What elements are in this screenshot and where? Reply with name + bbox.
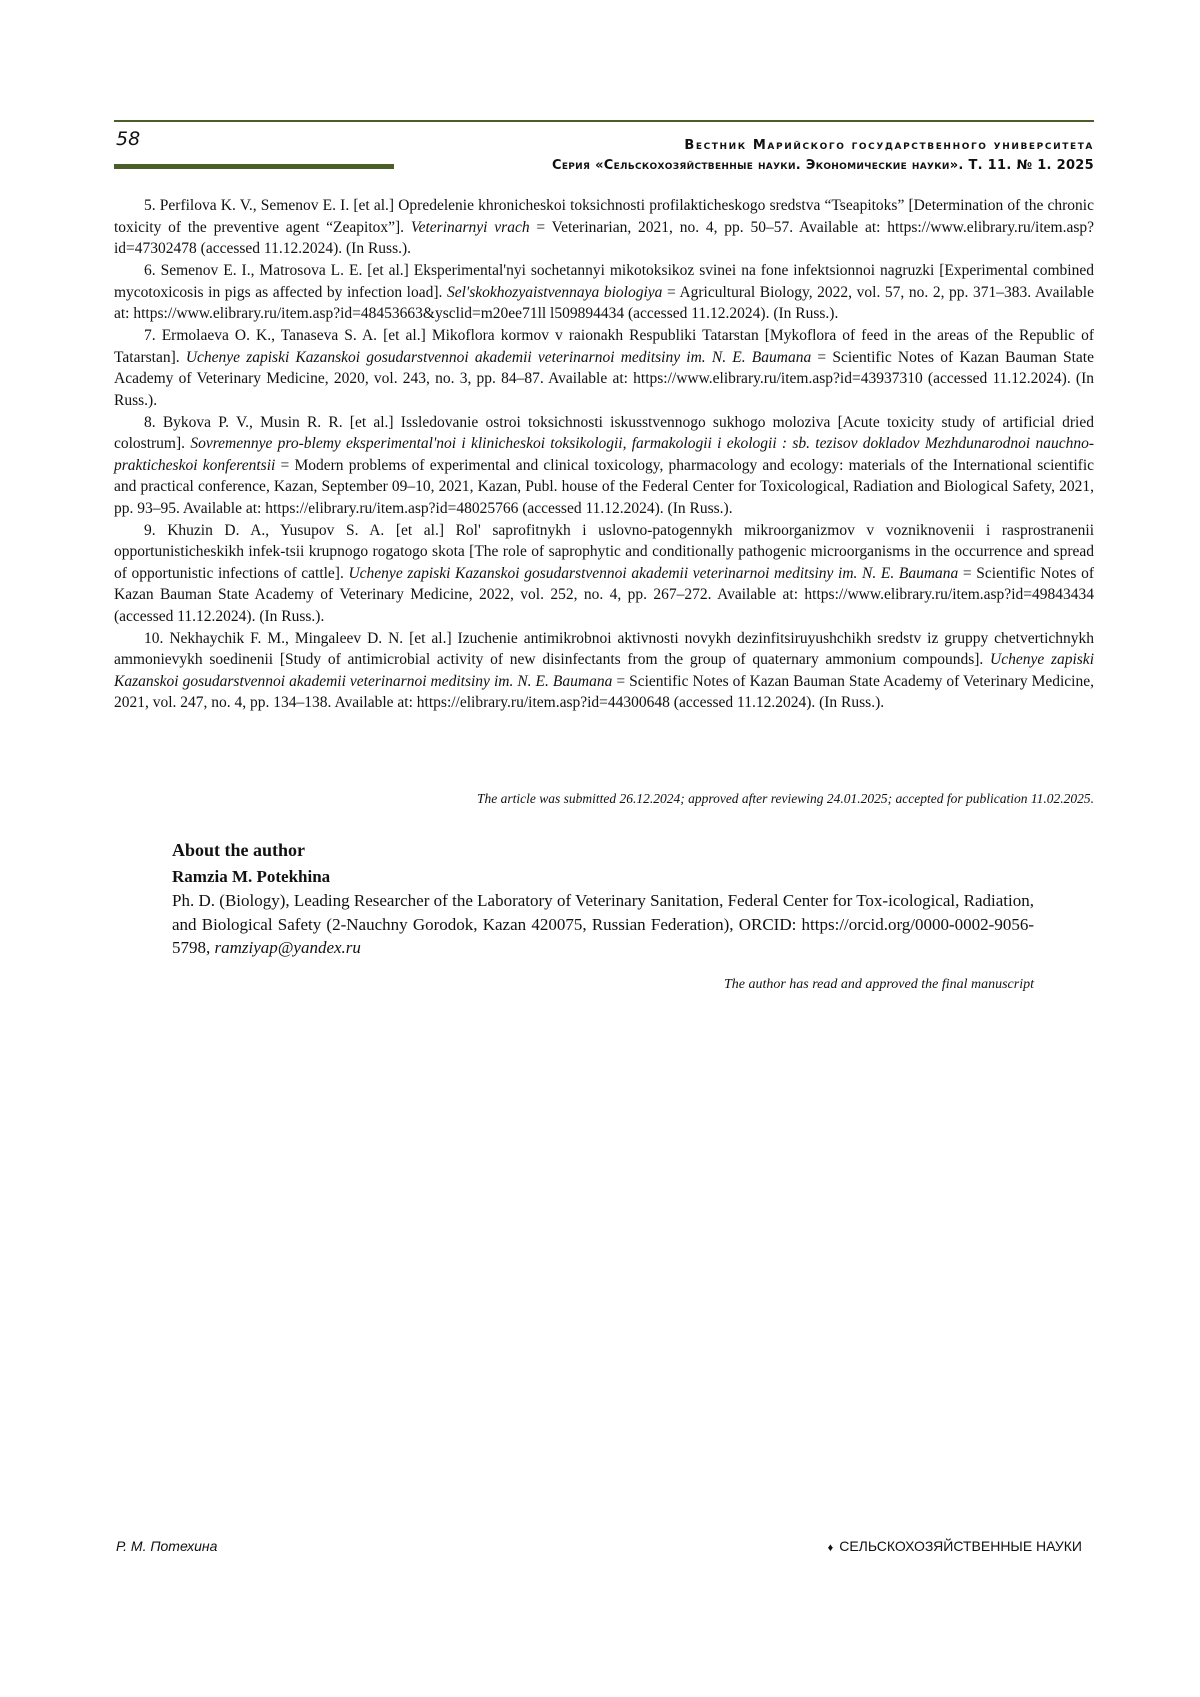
reference-details: = Scientific Notes of Kazan Bauman State Academy of Veterinary Medicine, 2021, vol. 247, no. 4, pp. 134–138. Available at: https://elibrary.ru/item.asp?id=44300648 (accessed 11.12.2024). (In Russ.). — [114, 672, 1094, 711]
header-top-rule — [114, 120, 1094, 122]
references-list — [114, 195, 1094, 714]
reference-item — [114, 195, 1094, 260]
reference-item — [114, 260, 1094, 325]
reference-source: Uchenye zapiski Kazanskoi gosudarstvennoi akademii veterinarnoi meditsiny im. N. E. Baumana — [114, 651, 1094, 690]
page-number: 58 — [116, 128, 141, 150]
reference-source: Sovremennye pro-blemy eksperimental'noi i klinicheskoi toksikologii, farmakologii i ekologii : sb. tezisov dokladov Mezhdunarodnoi nauchno-prakticheskoi konferentsii — [114, 435, 1094, 474]
author-affiliation: Ph. D. (Biology), Leading Researcher of the Laboratory of Veterinary Sanitation, Federal Center for Tox-icological, Radiation, and Biological Safety (2-Nauchny Gorodok, Kazan 420075, Russian Federation), ORCID: https://orcid.org/0000-0002-9056-5798, — [172, 891, 1034, 957]
reference-text: 8. Bykova P. V., Musin R. R. [et al.] Issledovanie ostroi toksichnosti iskusstvennogo sukhogo moloziva [Acute toxicity study of artificial dried colostrum]. — [114, 413, 1094, 452]
reference-details: = Modern problems of experimental and clinical toxicology, pharmacology and ecology: materials of the International scientific and practical conference, Kazan, September 09–10, 2021, Kazan, Publ. house of the Federal Center for Toxicological, Radiation and Biological Safety, 2021, pp. 93–95. Available at: https://elibrary.ru/item.asp?id=48025766 (accessed 11.12.2024). (In Russ.). — [114, 456, 1095, 517]
author-name: Ramzia M. Potekhina — [172, 867, 331, 886]
author-info — [172, 889, 1034, 960]
journal-title: Вестник Марийского государственного университета — [684, 138, 1094, 153]
reference-source: Sel'skokhozyaistvennaya biologiya — [447, 283, 663, 301]
reference-text: 9. Khuzin D. A., Yusupov S. A. [et al.] Rol' saprofitnykh i uslovno-patogennykh mikroorganizmov v vozniknovenii i rasprostranenii opportunisticheskikh infek-tsii krupnogo rogatogo skota [The role of saprophytic and conditionally pathogenic microorganisms in the occurrence and spread of opportunistic infections of cattle]. — [114, 521, 1094, 582]
reference-item — [114, 628, 1094, 714]
footer-section-label: СЕЛЬСКОХОЗЯЙСТВЕННЫЕ НАУКИ — [839, 1538, 1082, 1554]
reference-details: = Veterinarian, 2021, no. 4, pp. 50–57. Available at: https://www.elibrary.ru/item.asp?id=47302478 (accessed 11.12.2024). (In Russ.). — [114, 218, 1094, 257]
approval-note: The author has read and approved the final manuscript — [723, 977, 1034, 992]
reference-details: = Agricultural Biology, 2022, vol. 57, no. 2, pp. 371–383. Available at: https://www.elibrary.ru/item.asp?id=48453663&ysclid=m20ee71ll l509894434 (accessed 11.12.2024). (In Russ.). — [114, 283, 1094, 322]
reference-text: 7. Ermolaeva O. K., Tanaseva S. A. [et al.] Mikoflora kormov v raionakh Respubliki Tatarstan [Mykoflora of feed in the areas of the Republic of Tatarstan]. — [114, 327, 1094, 366]
about-author-section — [172, 840, 1034, 960]
reference-source: Uchenye zapiski Kazanskoi gosudarstvennoi akademii veterinarnoi meditsiny im. N. E. Baumana — [185, 348, 812, 366]
footer-author: Р. М. Потехина — [116, 1538, 218, 1554]
submission-dates-note: The article was submitted 26.12.2024; approved after reviewing 24.01.2025; accepted for publication 11.02.2025. — [476, 791, 1094, 806]
footer-section — [828, 1538, 1082, 1554]
reference-source: Uchenye zapiski Kazanskoi gosudarstvennoi akademii veterinarnoi meditsiny im. N. E. Baumana — [348, 564, 959, 582]
reference-details: = Scientific Notes of Kazan Bauman State Academy of Veterinary Medicine, 2020, vol. 243, no. 3, pp. 84–87. Available at: https://www.elibrary.ru/item.asp?id=43937310 (accessed 11.12.2024). (In Russ.). — [114, 348, 1094, 409]
reference-details: = Scientific Notes of Kazan Bauman State Academy of Veterinary Medicine, 2022, vol. 252, no. 4, pp. 267–272. Available at: https://www.elibrary.ru/item.asp?id=49843434 (accessed 11.12.2024). (In Russ.). — [114, 564, 1095, 625]
about-author-heading: About the author — [172, 840, 306, 860]
journal-series: Серия «Сельскохозяйственные науки. Экономические науки». Т. 11. № 1. 2025 — [552, 158, 1094, 173]
reference-text: 6. Semenov E. I., Matrosova L. E. [et al.] Eksperimental'nyi sochetannyi mikotoksikoz svinei na fone infektsionnoi nagruzki [Experimental combined mycotoxicosis in pigs as affected by infection load]. — [114, 262, 1094, 301]
reference-text: 5. Perfilova K. V., Semenov E. I. [et al.] Opredelenie khronicheskoi toksichnosti profilakticheskogo sredstva “Tseapitoks” [Determination of the chronic toxicity of the preventive agent “Zeapitox”]. — [114, 197, 1094, 236]
reference-item — [114, 325, 1094, 411]
reference-text: 10. Nekhaychik F. M., Mingaleev D. N. [et al.] Izuchenie antimikrobnoi aktivnosti novykh dezinfitsiruyushchikh sredstv iz gruppy chetvertichnykh ammonievykh soedinenii [Study of antimicrobial activity of new disinfectants from the group of quaternary ammonium compounds]. — [114, 629, 1094, 668]
reference-source: Veterinarnyi vrach — [410, 218, 530, 236]
reference-item — [114, 520, 1094, 628]
diamond-icon: ♦ — [827, 1542, 834, 1554]
reference-item — [114, 412, 1094, 520]
header-accent-rule — [114, 164, 394, 169]
author-email: ramziyap@yandex.ru — [214, 938, 361, 957]
